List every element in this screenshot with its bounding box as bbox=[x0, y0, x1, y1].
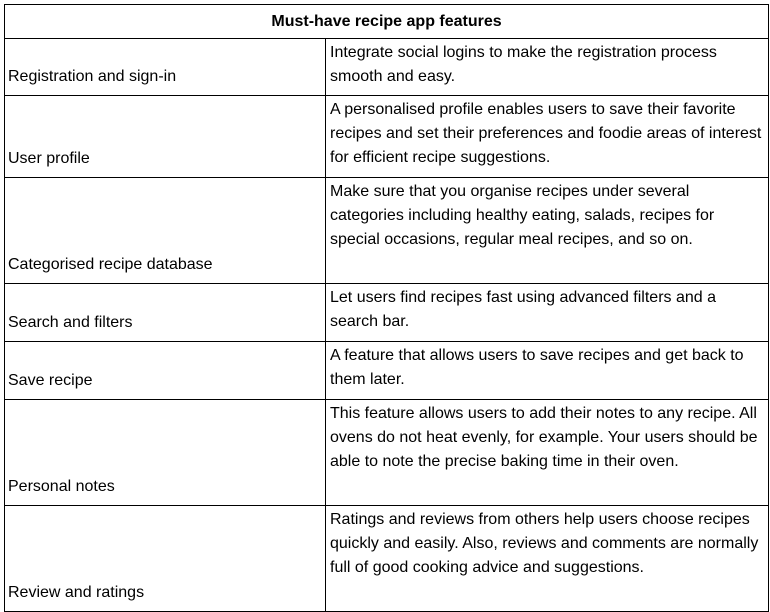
feature-name: Save recipe bbox=[5, 342, 326, 400]
table-row bbox=[5, 96, 769, 178]
feature-description: Let users find recipes fast using advanced filters and a search bar. bbox=[326, 284, 769, 342]
features-table bbox=[4, 4, 769, 612]
table-row bbox=[5, 178, 769, 284]
table-row bbox=[5, 39, 769, 96]
table-row bbox=[5, 342, 769, 400]
feature-description: Integrate social logins to make the registration process smooth and easy. bbox=[326, 39, 769, 96]
feature-name: Personal notes bbox=[5, 400, 326, 506]
feature-description: This feature allows users to add their notes to any recipe. All ovens do not heat evenly, for example. Your users should be able to note the precise baking time in their oven. bbox=[326, 400, 769, 506]
table-title: Must-have recipe app features bbox=[5, 5, 769, 39]
feature-description: Ratings and reviews from others help users choose recipes quickly and easily. Also, reviews and comments are normally full of good cooking advice and suggestions. bbox=[326, 506, 769, 612]
feature-description: A personalised profile enables users to save their favorite recipes and set their preferences and foodie areas of interest for efficient recipe suggestions. bbox=[326, 96, 769, 178]
feature-description: Make sure that you organise recipes under several categories including healthy eating, salads, recipes for special occasions, regular meal recipes, and so on. bbox=[326, 178, 769, 284]
feature-name: User profile bbox=[5, 96, 326, 178]
table-row bbox=[5, 400, 769, 506]
table-header-row bbox=[5, 5, 769, 39]
feature-name: Search and filters bbox=[5, 284, 326, 342]
table-row bbox=[5, 506, 769, 612]
feature-description: A feature that allows users to save recipes and get back to them later. bbox=[326, 342, 769, 400]
table-row bbox=[5, 284, 769, 342]
feature-name: Categorised recipe database bbox=[5, 178, 326, 284]
feature-name: Registration and sign-in bbox=[5, 39, 326, 96]
feature-name: Review and ratings bbox=[5, 506, 326, 612]
